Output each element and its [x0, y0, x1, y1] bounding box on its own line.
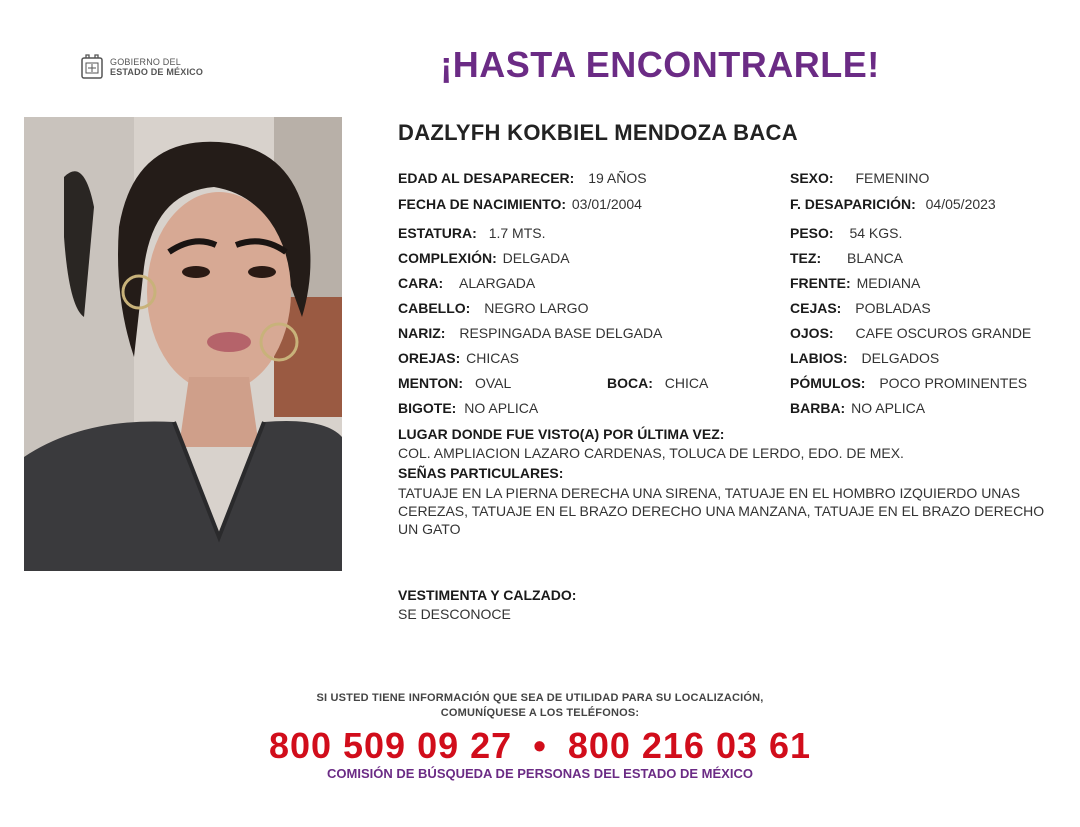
field-frente	[790, 275, 920, 291]
field-pomulos	[790, 375, 1027, 391]
field-value: FEMENINO	[855, 170, 930, 186]
vestimenta-value: SE DESCONOCE	[398, 606, 511, 622]
field-orejas	[398, 350, 519, 366]
missing-person-photo	[24, 117, 342, 571]
field-value: NEGRO LARGO	[484, 300, 589, 316]
field-label: OJOS:	[790, 325, 834, 341]
vestimenta-label: VESTIMENTA Y CALZADO:	[398, 587, 577, 603]
footer-note-line-2: COMUNÍQUESE A LOS TELÉFONOS:	[440, 707, 640, 719]
field-label: FECHA DE NACIMIENTO:	[398, 196, 566, 212]
field-ojos	[790, 325, 1031, 341]
field-boca	[607, 375, 708, 391]
field-cara	[398, 275, 535, 291]
field-label: CARA:	[398, 275, 444, 291]
field-nariz	[398, 325, 662, 341]
field-value: 03/01/2004	[571, 196, 642, 212]
field-label: FRENTE:	[790, 275, 851, 291]
person-name: DAZLYFH KOKBIEL MENDOZA BACA	[398, 120, 798, 145]
phone-separator: •	[533, 725, 547, 766]
field-value: 1.7 MTS.	[488, 225, 546, 241]
field-label: BARBA:	[790, 400, 846, 416]
field-label: CEJAS:	[790, 300, 842, 316]
field-cabello	[398, 300, 588, 316]
field-value: POCO PROMINENTES	[879, 375, 1028, 391]
field-label: TEZ:	[790, 250, 822, 266]
field-label: ESTATURA:	[398, 225, 477, 241]
field-value: OVAL	[474, 375, 512, 391]
field-value: MEDIANA	[856, 275, 921, 291]
field-value: CHICAS	[466, 350, 520, 366]
field-value: DELGADOS	[861, 350, 940, 366]
logo-line-1: GOBIERNO DEL	[110, 57, 181, 67]
field-menton	[398, 375, 511, 391]
phone-number-2[interactable]: 800 216 03 61	[567, 725, 812, 766]
field-sexo	[790, 170, 929, 186]
field-desaparicion	[790, 196, 996, 212]
field-complexion	[398, 250, 570, 266]
phone-numbers	[0, 725, 1080, 767]
field-edad	[398, 170, 647, 186]
field-value: CAFE OSCUROS GRANDE	[855, 325, 1032, 341]
field-tez	[790, 250, 903, 266]
lugar-label: LUGAR DONDE FUE VISTO(A) POR ÚLTIMA VEZ:	[398, 426, 725, 442]
field-value: 54 KGS.	[849, 225, 903, 241]
logo-line-2: ESTADO DE MÉXICO	[110, 67, 204, 77]
headline: ¡HASTA ENCONTRARLE!	[440, 44, 880, 85]
portrait-illustration	[24, 117, 342, 571]
senas-value: TATUAJE EN LA PIERNA DERECHA UNA SIRENA, TATUAJE EN EL HOMBRO IZQUIERDO UNAS CEREZAS, TATUAJE EN EL BRAZO DERECHO UNA MANZANA, TATUAJE EN EL BRAZO DERECHO UN GATO	[398, 485, 1045, 537]
field-label: OREJAS:	[398, 350, 461, 366]
field-label: SEXO:	[790, 170, 834, 186]
field-value: BLANCA	[847, 250, 904, 266]
field-peso	[790, 225, 902, 241]
field-value: ALARGADA	[459, 275, 536, 291]
field-value: 19 AÑOS	[588, 170, 647, 186]
phone-number-1[interactable]: 800 509 09 27	[268, 725, 513, 766]
lugar-value: COL. AMPLIACION LAZARO CARDENAS, TOLUCA DE LERDO, EDO. DE MEX.	[398, 445, 904, 461]
field-labios	[790, 350, 939, 366]
field-label: CABELLO:	[398, 300, 471, 316]
field-value: 04/05/2023	[925, 196, 996, 212]
field-label: NARIZ:	[398, 325, 446, 341]
field-bigote	[398, 400, 538, 416]
field-nacimiento	[398, 196, 642, 212]
field-value: CHICA	[664, 375, 709, 391]
footer-note-line-1: SI USTED TIENE INFORMACIÓN QUE SEA DE UTILIDAD PARA SU LOCALIZACIÓN,	[316, 692, 764, 704]
field-label: PÓMULOS:	[790, 375, 866, 391]
field-value: NO APLICA	[464, 400, 539, 416]
agency-name: COMISIÓN DE BÚSQUEDA DE PERSONAS DEL ESTADO DE MÉXICO	[327, 766, 753, 781]
field-label: MENTON:	[398, 375, 464, 391]
field-value: POBLADAS	[855, 300, 931, 316]
field-barba	[790, 400, 925, 416]
field-label: COMPLEXIÓN:	[398, 250, 497, 266]
field-estatura	[398, 225, 546, 241]
field-label: BOCA:	[607, 375, 653, 391]
field-label: F. DESAPARICIÓN:	[790, 196, 916, 212]
field-value: DELGADA	[502, 250, 570, 266]
field-cejas	[790, 300, 931, 316]
field-value: RESPINGADA BASE DELGADA	[459, 325, 663, 341]
field-label: PESO:	[790, 225, 834, 241]
field-label: LABIOS:	[790, 350, 848, 366]
field-label: BIGOTE:	[398, 400, 457, 416]
field-label: EDAD AL DESAPARECER:	[398, 170, 575, 186]
senas-label: SEÑAS PARTICULARES:	[398, 465, 564, 481]
field-value: NO APLICA	[851, 400, 926, 416]
